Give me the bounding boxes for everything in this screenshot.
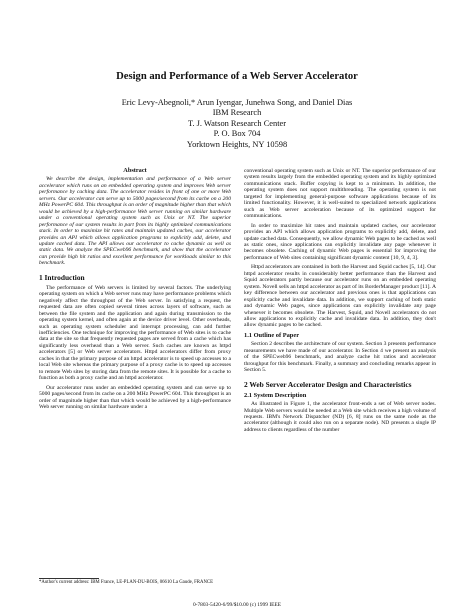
abstract-heading: Abstract: [123, 167, 147, 174]
footnote-rule: [39, 578, 99, 579]
right-column: [244, 168, 436, 433]
paragraph: conventional operating system such as Unix or NT. The superior performance of our system results largely from the embedded operating system and its highly optimized communications stack. Buffer copying is kept to a minimum. In addition, the operating system does not support multithreading. The operating system is not targeted for implementing general-purpose software applications because of its limited functionality. However, it is well-suited to specialized network applications such as Web server acceleration because of its optimized support for communications.: [244, 168, 436, 220]
copyright-footer: 0-7803-5420-6/99/$10.00 (c) 1999 IEEE: [192, 602, 282, 608]
left-column: [39, 168, 231, 410]
author-block: [0, 98, 474, 150]
abstract-text: We describe the design, implementation and performance of a Web server accelerator which runs on an embedded operating system and improves Web server performance by caching data. The accelerator resides in front of one or more Web servers. Our accelerator can serve up to 5000 pages/second from its cache on a 200 MHz PowerPC 604. This throughput is an order of magnitude higher than that which would be achieved by a high-performance Web server running on similar hardware under a conventional operating system such as Unix or NT. The superior performance of our system results in part from its highly optimized communications stack. In order to maximize hit rates and maintain updated caches, our accelerator provides an API which allows application programs to explicitly add, delete, and update cached data. The API allows our accelerator to cache dynamic as well as static data. We analyze the SPECweb96 benchmark, and show that the accelerator can provide high hit ratios and excellent performance for workloads similar to this benchmark.: [39, 176, 231, 267]
paragraph: As illustrated in Figure 1, the accelerator front-ends a set of Web server nodes. Multiple Web servers would be needed at a Web site which receives a high volume of requests. IBM's Network Dispatcher (ND) [6, 8] runs on the same node as the accelerator (although it could also run on a separate node). ND presents a single IP address to clients regardless of the number: [244, 401, 436, 433]
affiliation-line: T. J. Watson Research Center: [187, 118, 287, 128]
paragraph: Section 2 describes the architecture of our system. Section 3 presents performance measurements we have made of our accelerator. In Section 4 we present an analysis of the SPECweb96 benchmark, and analyze cache hit ratios and accelerator throughput for this benchmark. Finally, a summary and concluding remarks appear in Section 5.: [244, 341, 436, 374]
affiliation-line: Yorktown Heights, NY 10598: [186, 139, 288, 149]
subsection-heading: 1.1 Outline of Paper: [244, 331, 300, 339]
paragraph: The performance of Web servers is limited by several factors. The underlying operating system on which a Web server runs may have performance problems which negatively affect the throughput of the Web server. In satisfying a request, the requested data are often copied several times across layers of software, such as between the file system and the application and again during transmission to the operating system kernel, and often again at the device driver level. Other overheads, such as operating system scheduler and interrupt processing, can add further inefficiencies. One technique for improving the performance of Web sites is to cache data at the site so that frequently requested pages are served from a cache which has significantly less overhead than a Web server. Such caches are known as httpd accelerators [5] or Web server accelerators. Httpd accelerators differ from proxy caches in that the primary purpose of an httpd accelerator is to speed up accesses to a local Web site whereas the primary purpose of a proxy cache is to speed up accesses to remote Web sites by storing data from the remote sites. It is possible for a cache to function as both a proxy cache and an httpd accelerator.: [39, 284, 231, 382]
author-names: Eric Levy-Abegnoli,* Arun Iyengar, Junehwa Song, and Daniel Dias: [121, 98, 353, 107]
footnote: *Author's current address: IBM France, LE-PLAN-DU-BOIS, 06610 La Gaude, FRANCE: [39, 580, 214, 585]
paragraph: In order to maximize hit rates and maintain updated caches, our accelerator provides an API which allows application programs to explicitly add, delete, and update cached data. Consequently, we allow dynamic Web pages to be cached as well as static ones, since applications can explicitly invalidate any page whenever it becomes obsolete. Caching of dynamic Web pages is essential for improving the performance of Web sites containing significant dynamic content [10, 9, 4, 3].: [244, 222, 436, 261]
section-heading: 1 Introduction: [39, 272, 85, 282]
section-heading: 2 Web Server Accelerator Design and Characteristics: [244, 379, 412, 389]
paper-title: Design and Performance of a Web Server Accelerator: [116, 71, 358, 82]
subsection-heading: 2.1 System Description: [244, 391, 307, 399]
affiliation-line: IBM Research: [212, 108, 262, 118]
affiliation-line: P. O. Box 704: [213, 129, 261, 139]
paragraph: Httpd accelerators are contained in both the Harvest and Squid caches [5, 14]. Our httpd accelerator results in considerably better performance than the Harvest and Squid accelerators partly because our accelerator runs on an embedded operating system. Novell sells an httpd accelerator as part of its BorderManager product [11]. A key difference between our accelerator and previous ones is that applications can explicitly cache and invalidate data. In addition, we support caching of both static and dynamic Web pages, since applications can explicitly invalidate any page whenever it becomes obsolete. The Harvest, Squid, and Novell accelerators do not allow applications to explicitly cache and invalidate data. In addition, they don't allow dynamic pages to be cached.: [244, 264, 436, 329]
paragraph: Our accelerator runs under an embedded operating system and can serve up to 5000 pages/second from its cache on a 200 MHz PowerPC 604. This throughput is an order of magnitude higher than that which would be achieved by a high-performance Web server running on similar hardware under a: [39, 384, 231, 410]
